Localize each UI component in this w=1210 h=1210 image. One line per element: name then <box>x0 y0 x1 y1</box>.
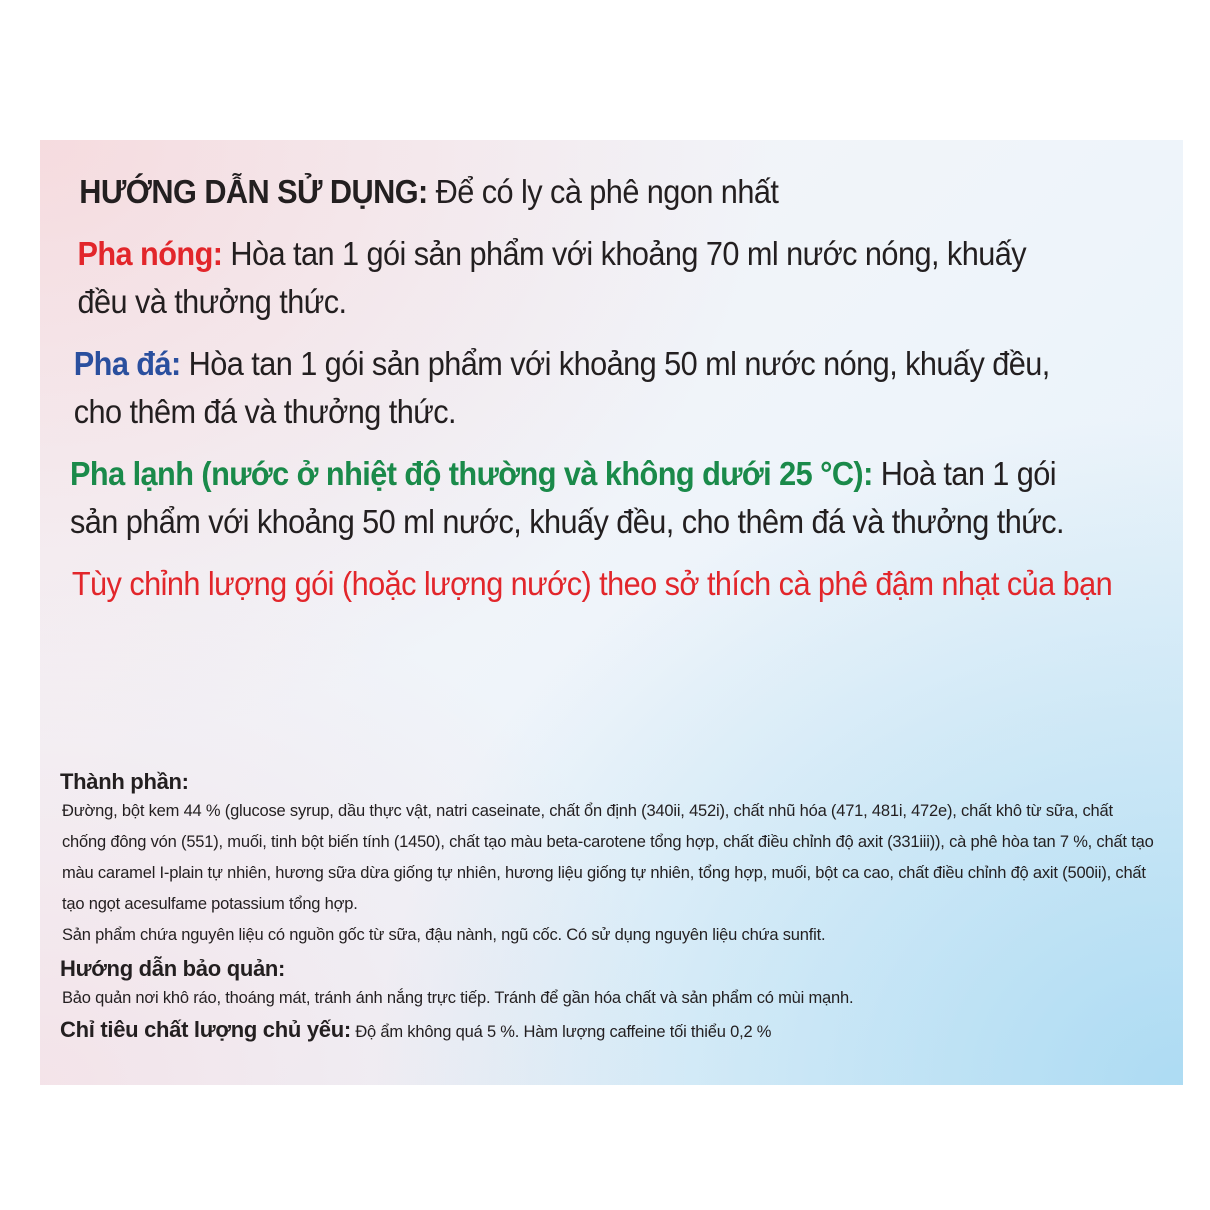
storage-title: Hướng dẫn bảo quản: <box>60 956 286 981</box>
iced-brew-instruction <box>70 340 1074 436</box>
usage-heading-label: HƯỚNG DẪN SỬ DỤNG: <box>79 173 428 210</box>
ingredients-title: Thành phần: <box>60 769 189 794</box>
hot-brew-instruction <box>70 230 1074 326</box>
usage-instructions <box>70 168 1113 608</box>
allergen-note: Sản phẩm chứa nguyên liệu có nguồn gốc từ sữa, đậu nành, ngũ cốc. Có sử dụng nguyên liệu chứa sunfit. <box>62 926 826 944</box>
ingredients-text: Đường, bột kem 44 % (glucose syrup, dầu thực vật, natri caseinate, chất ổn định (340ii, 452i), chất nhũ hóa (471, 481i, 472e), chất khô từ sữa, chất chống đông vón (551), muối, tinh bột biến tính (1450), chất tạo màu beta-carotene tổng hợp, chất điều chỉnh độ axit (331iii)), cà phê hòa tan 7 %, chất tạo màu caramel I-plain tự nhiên, hương sữa dừa giống tự nhiên, hương liệu giống tự nhiên, tổng hợp, muối, bột ca cao, chất điều chỉnh độ axit (500ii), chất tạo ngọt acesulfame potassium tổng hợp. <box>62 802 1154 913</box>
product-label-panel <box>40 140 1183 1085</box>
cold-brew-instruction <box>70 450 1074 546</box>
quality-text: Độ ẩm không quá 5 %. Hàm lượng caffeine tối thiểu 0,2 % <box>355 1023 772 1041</box>
quality-title: Chỉ tiêu chất lượng chủ yếu: <box>60 1017 351 1042</box>
usage-heading-text: Để có ly cà phê ngon nhất <box>435 173 779 210</box>
hot-brew-label: Pha nóng: <box>77 235 223 272</box>
customize-note: Tùy chỉnh lượng gói (hoặc lượng nước) theo sở thích cà phê đậm nhạt của bạn <box>71 565 1113 602</box>
product-details <box>60 768 1160 1044</box>
cold-brew-label: Pha lạnh (nước ở nhiệt độ thường và không dưới 25 °C): <box>70 455 873 492</box>
hot-brew-text: Hòa tan 1 gói sản phẩm với khoảng 70 ml nước nóng, khuấy đều và thưởng thức. <box>77 235 1027 320</box>
usage-heading <box>79 168 1074 216</box>
iced-brew-text: Hòa tan 1 gói sản phẩm với khoảng 50 ml nước nóng, khuấy đều, cho thêm đá và thưởng thức. <box>73 345 1050 430</box>
storage-text: Bảo quản nơi khô ráo, thoáng mát, tránh ánh nắng trực tiếp. Tránh để gần hóa chất và sản phẩm có mùi mạnh. <box>62 989 854 1007</box>
cold-brew-text: Hoà tan 1 gói sản phẩm với khoảng 50 ml nước, khuấy đều, cho thêm đá và thưởng thức. <box>70 455 1064 540</box>
iced-brew-label: Pha đá: <box>73 345 181 382</box>
quality-line <box>60 1016 1160 1044</box>
